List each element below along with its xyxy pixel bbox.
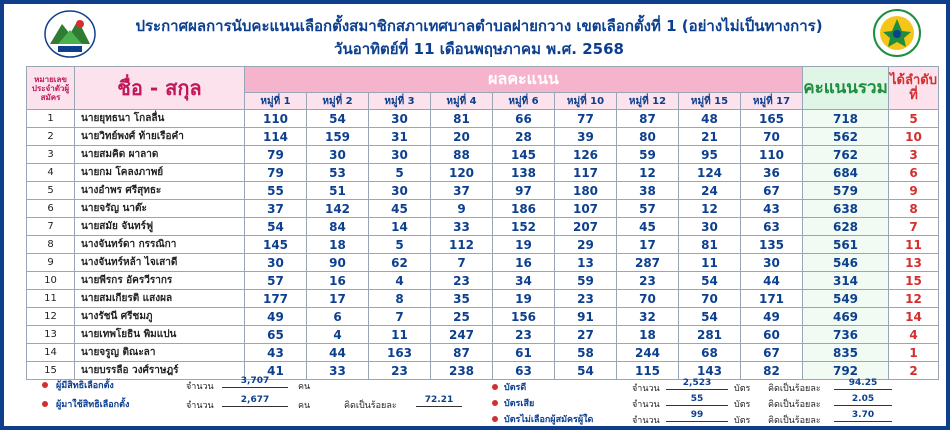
vote-cell: 95: [679, 146, 741, 164]
page-title: ประกาศผลการนับคะแนนเลือกตั้งสมาชิกสภาเทศบาลตำบลฝายกวาง เขตเลือกตั้งที่ 1 (อย่างไม่เป็นทางการ): [135, 17, 823, 35]
total-cell: 835: [803, 344, 889, 362]
voted-label: ผู้มาใช้สิทธิเลือกตั้ง: [56, 400, 130, 410]
table-row: [27, 182, 939, 200]
rank-cell: 3: [889, 146, 939, 164]
vote-cell: 13: [555, 254, 617, 272]
vote-cell: 12: [679, 200, 741, 218]
eligible-bullet-icon: [42, 382, 48, 388]
vote-cell: 247: [431, 326, 493, 344]
candidate-name: นายสมเกียรติ แสงผล: [75, 290, 245, 308]
good-percent-label: คิดเป็นร้อยละ: [768, 384, 821, 394]
vote-cell: 117: [555, 164, 617, 182]
vote-cell: 65: [245, 326, 307, 344]
vote-cell: 171: [741, 290, 803, 308]
voted-unit: คน: [298, 401, 311, 411]
eligible-label: ผู้มีสิทธิเลือกตั้ง: [56, 381, 114, 391]
rank-cell: 10: [889, 128, 939, 146]
vote-cell: 39: [555, 128, 617, 146]
vote-cell: 238: [431, 362, 493, 380]
vote-cell: 57: [245, 272, 307, 290]
vote-cell: 66: [493, 110, 555, 128]
good-amount-label: จำนวน: [632, 384, 660, 394]
novote-ballot-label: บัตรไม่เลือกผู้สมัครผู้ใด: [504, 415, 594, 425]
vote-cell: 81: [431, 110, 493, 128]
bad-ballot-label: บัตรเสีย: [504, 399, 535, 409]
bad-unit: บัตร: [734, 400, 751, 410]
vote-cell: 16: [307, 272, 369, 290]
total-cell: 762: [803, 146, 889, 164]
vote-cell: 63: [493, 362, 555, 380]
col-village-1: หมู่ที่ 1: [245, 93, 307, 110]
vote-cell: 180: [555, 182, 617, 200]
vote-cell: 70: [679, 290, 741, 308]
vote-cell: 142: [307, 200, 369, 218]
table-row: [27, 254, 939, 272]
vote-cell: 115: [617, 362, 679, 380]
total-cell: 684: [803, 164, 889, 182]
vote-cell: 7: [369, 308, 431, 326]
vote-cell: 84: [307, 218, 369, 236]
vote-cell: 54: [555, 362, 617, 380]
candidate-name: นายยุทธนา โกลลื่น: [75, 110, 245, 128]
vote-cell: 18: [617, 326, 679, 344]
good-ballot-value: 2,523: [666, 378, 728, 390]
vote-cell: 31: [369, 128, 431, 146]
rank-cell: 6: [889, 164, 939, 182]
vote-cell: 120: [431, 164, 493, 182]
vote-cell: 77: [555, 110, 617, 128]
vote-cell: 44: [741, 272, 803, 290]
table-row: [27, 218, 939, 236]
novote-percent: 3.70: [834, 410, 892, 422]
vote-cell: 70: [741, 128, 803, 146]
total-cell: 314: [803, 272, 889, 290]
total-cell: 718: [803, 110, 889, 128]
vote-cell: 21: [679, 128, 741, 146]
vote-cell: 59: [617, 146, 679, 164]
voted-bullet-icon: [42, 401, 48, 407]
rank-cell: 2: [889, 362, 939, 380]
voted-amount-label: จำนวน: [186, 401, 214, 411]
vote-cell: 60: [741, 326, 803, 344]
vote-cell: 88: [431, 146, 493, 164]
vote-cell: 30: [369, 146, 431, 164]
col-village-2: หมู่ที่ 2: [307, 93, 369, 110]
vote-cell: 59: [555, 272, 617, 290]
vote-cell: 135: [741, 236, 803, 254]
vote-cell: 11: [679, 254, 741, 272]
results-table: [26, 66, 939, 380]
vote-cell: 30: [741, 254, 803, 272]
vote-cell: 156: [493, 308, 555, 326]
candidate-number: 9: [27, 254, 75, 272]
candidate-number: 2: [27, 128, 75, 146]
candidate-name: นายสมคิด ผาลาด: [75, 146, 245, 164]
vote-cell: 25: [431, 308, 493, 326]
voted-percent: 72.21: [416, 395, 462, 407]
bad-ballot-bullet-icon: [492, 400, 498, 406]
vote-cell: 287: [617, 254, 679, 272]
vote-cell: 163: [369, 344, 431, 362]
vote-cell: 80: [617, 128, 679, 146]
good-unit: บัตร: [734, 384, 751, 394]
candidate-number: 1: [27, 110, 75, 128]
total-cell: 579: [803, 182, 889, 200]
vote-cell: 97: [493, 182, 555, 200]
vote-cell: 38: [617, 182, 679, 200]
vote-cell: 79: [245, 164, 307, 182]
vote-cell: 138: [493, 164, 555, 182]
rank-cell: 15: [889, 272, 939, 290]
rank-cell: 7: [889, 218, 939, 236]
vote-cell: 114: [245, 128, 307, 146]
candidate-name: นางอำพร ศรีสุทธะ: [75, 182, 245, 200]
vote-cell: 62: [369, 254, 431, 272]
vote-cell: 81: [679, 236, 741, 254]
total-cell: 638: [803, 200, 889, 218]
vote-cell: 145: [245, 236, 307, 254]
col-name: ชื่อ - สกุล: [75, 67, 245, 110]
total-cell: 561: [803, 236, 889, 254]
bad-percent-label: คิดเป็นร้อยละ: [768, 400, 821, 410]
candidate-number: 6: [27, 200, 75, 218]
rank-cell: 4: [889, 326, 939, 344]
col-score-group: ผลคะแนน: [245, 67, 803, 93]
vote-cell: 4: [369, 272, 431, 290]
vote-cell: 281: [679, 326, 741, 344]
vote-cell: 7: [431, 254, 493, 272]
col-village-6: หมู่ที่ 10: [555, 93, 617, 110]
vote-cell: 63: [741, 218, 803, 236]
vote-cell: 110: [245, 110, 307, 128]
total-cell: 792: [803, 362, 889, 380]
total-cell: 546: [803, 254, 889, 272]
vote-cell: 54: [307, 110, 369, 128]
vote-cell: 12: [617, 164, 679, 182]
vote-cell: 110: [741, 146, 803, 164]
rank-cell: 13: [889, 254, 939, 272]
vote-cell: 126: [555, 146, 617, 164]
candidate-name: นางรัชนี ศรีชมภู: [75, 308, 245, 326]
candidate-number: 14: [27, 344, 75, 362]
vote-cell: 45: [617, 218, 679, 236]
candidate-number: 3: [27, 146, 75, 164]
col-rank: ได้ลำดับที่: [889, 67, 939, 110]
vote-cell: 11: [369, 326, 431, 344]
total-cell: 628: [803, 218, 889, 236]
vote-cell: 17: [617, 236, 679, 254]
vote-cell: 87: [617, 110, 679, 128]
vote-cell: 5: [369, 164, 431, 182]
table-row: [27, 128, 939, 146]
vote-cell: 70: [617, 290, 679, 308]
candidate-name: นายกม โคลงภาพย์: [75, 164, 245, 182]
vote-cell: 90: [307, 254, 369, 272]
voted-percent-label: คิดเป็นร้อยละ: [344, 401, 397, 411]
vote-cell: 8: [369, 290, 431, 308]
vote-cell: 27: [555, 326, 617, 344]
vote-cell: 19: [493, 290, 555, 308]
col-village-7: หมู่ที่ 12: [617, 93, 679, 110]
vote-cell: 16: [493, 254, 555, 272]
vote-cell: 23: [431, 272, 493, 290]
vote-cell: 9: [431, 200, 493, 218]
vote-cell: 58: [555, 344, 617, 362]
vote-cell: 82: [741, 362, 803, 380]
total-cell: 736: [803, 326, 889, 344]
vote-cell: 67: [741, 182, 803, 200]
eligible-unit: คน: [298, 382, 311, 392]
candidate-name: นายเทพโยธิน พิมแปน: [75, 326, 245, 344]
rank-cell: 1: [889, 344, 939, 362]
vote-cell: 207: [555, 218, 617, 236]
vote-cell: 143: [679, 362, 741, 380]
candidate-name: นายพีรกร อัครวีรากร: [75, 272, 245, 290]
vote-cell: 30: [245, 254, 307, 272]
rank-cell: 14: [889, 308, 939, 326]
candidate-number: 5: [27, 182, 75, 200]
vote-cell: 67: [741, 344, 803, 362]
vote-cell: 29: [555, 236, 617, 254]
col-village-4: หมู่ที่ 4: [431, 93, 493, 110]
table-row: [27, 110, 939, 128]
candidate-number: 13: [27, 326, 75, 344]
vote-cell: 44: [307, 344, 369, 362]
vote-cell: 35: [431, 290, 493, 308]
vote-cell: 5: [369, 236, 431, 254]
novote-ballot-bullet-icon: [492, 416, 498, 422]
rank-cell: 9: [889, 182, 939, 200]
vote-cell: 24: [679, 182, 741, 200]
vote-cell: 23: [617, 272, 679, 290]
vote-cell: 37: [245, 200, 307, 218]
col-candidate-number: หมายเลขประจำตัวผู้สมัคร: [27, 67, 75, 110]
vote-cell: 30: [369, 182, 431, 200]
vote-cell: 159: [307, 128, 369, 146]
vote-cell: 43: [741, 200, 803, 218]
vote-cell: 87: [431, 344, 493, 362]
rank-cell: 12: [889, 290, 939, 308]
candidate-number: 4: [27, 164, 75, 182]
vote-cell: 37: [431, 182, 493, 200]
candidate-number: 8: [27, 236, 75, 254]
page-subtitle: วันอาทิตย์ที่ 11 เดือนพฤษภาคม พ.ศ. 2568: [334, 40, 624, 58]
vote-cell: 54: [679, 308, 741, 326]
table-row: [27, 236, 939, 254]
table-row: [27, 272, 939, 290]
vote-cell: 68: [679, 344, 741, 362]
rank-cell: 5: [889, 110, 939, 128]
table-row: [27, 146, 939, 164]
vote-cell: 186: [493, 200, 555, 218]
vote-cell: 244: [617, 344, 679, 362]
vote-cell: 91: [555, 308, 617, 326]
candidate-number: 10: [27, 272, 75, 290]
eligible-amount-label: จำนวน: [186, 382, 214, 392]
vote-cell: 33: [431, 218, 493, 236]
col-village-3: หมู่ที่ 3: [369, 93, 431, 110]
voted-value: 2,677: [222, 395, 288, 407]
vote-cell: 33: [307, 362, 369, 380]
vote-cell: 55: [245, 182, 307, 200]
table-row: [27, 164, 939, 182]
vote-cell: 14: [369, 218, 431, 236]
vote-cell: 177: [245, 290, 307, 308]
vote-cell: 19: [493, 236, 555, 254]
total-cell: 469: [803, 308, 889, 326]
total-cell: 562: [803, 128, 889, 146]
vote-cell: 23: [369, 362, 431, 380]
vote-cell: 41: [245, 362, 307, 380]
novote-unit: บัตร: [734, 416, 751, 426]
candidate-number: 12: [27, 308, 75, 326]
vote-cell: 112: [431, 236, 493, 254]
col-village-8: หมู่ที่ 15: [679, 93, 741, 110]
table-row: [27, 344, 939, 362]
vote-cell: 54: [245, 218, 307, 236]
vote-cell: 53: [307, 164, 369, 182]
good-ballot-label: บัตรดี: [504, 383, 527, 393]
vote-cell: 79: [245, 146, 307, 164]
candidate-number: 15: [27, 362, 75, 380]
candidate-name: นายสมัย จันทร์ฟู: [75, 218, 245, 236]
candidate-number: 7: [27, 218, 75, 236]
vote-cell: 34: [493, 272, 555, 290]
novote-amount-label: จำนวน: [632, 416, 660, 426]
bad-ballot-value: 55: [666, 394, 728, 406]
vote-cell: 45: [369, 200, 431, 218]
vote-cell: 28: [493, 128, 555, 146]
novote-ballot-value: 99: [666, 410, 728, 422]
vote-cell: 30: [307, 146, 369, 164]
vote-cell: 165: [741, 110, 803, 128]
vote-cell: 23: [493, 326, 555, 344]
vote-cell: 54: [679, 272, 741, 290]
vote-cell: 124: [679, 164, 741, 182]
vote-cell: 30: [369, 110, 431, 128]
candidate-name: นายจรัญ นาต๊ะ: [75, 200, 245, 218]
vote-cell: 23: [555, 290, 617, 308]
summary-panel: [26, 376, 932, 426]
bad-percent: 2.05: [834, 394, 892, 406]
total-cell: 549: [803, 290, 889, 308]
table-row: [27, 290, 939, 308]
vote-cell: 18: [307, 236, 369, 254]
col-village-5: หมู่ที่ 6: [493, 93, 555, 110]
novote-percent-label: คิดเป็นร้อยละ: [768, 416, 821, 426]
vote-cell: 43: [245, 344, 307, 362]
table-row: [27, 326, 939, 344]
vote-cell: 30: [679, 218, 741, 236]
vote-cell: 48: [679, 110, 741, 128]
vote-cell: 152: [493, 218, 555, 236]
vote-cell: 4: [307, 326, 369, 344]
vote-cell: 6: [307, 308, 369, 326]
rank-cell: 11: [889, 236, 939, 254]
vote-cell: 32: [617, 308, 679, 326]
col-village-9: หมู่ที่ 17: [741, 93, 803, 110]
col-total: คะแนนรวม: [803, 67, 889, 110]
vote-cell: 107: [555, 200, 617, 218]
vote-cell: 49: [741, 308, 803, 326]
vote-cell: 20: [431, 128, 493, 146]
vote-cell: 51: [307, 182, 369, 200]
good-ballot-bullet-icon: [492, 384, 498, 390]
table-row: [27, 200, 939, 218]
candidate-name: นางจันทร์หล้า ไจเสาดี: [75, 254, 245, 272]
good-percent: 94.25: [834, 378, 892, 390]
rank-cell: 8: [889, 200, 939, 218]
candidate-name: นางจันทร์ดา กรรณิกา: [75, 236, 245, 254]
candidate-number: 11: [27, 290, 75, 308]
vote-cell: 36: [741, 164, 803, 182]
vote-cell: 145: [493, 146, 555, 164]
candidate-name: นายจรูญ ติณะลา: [75, 344, 245, 362]
vote-cell: 49: [245, 308, 307, 326]
candidate-name: นายบรรลือ วงศ์ราษฎร์: [75, 362, 245, 380]
eligible-value: 3,707: [222, 376, 288, 388]
vote-cell: 57: [617, 200, 679, 218]
table-row: [27, 308, 939, 326]
vote-cell: 61: [493, 344, 555, 362]
vote-cell: 17: [307, 290, 369, 308]
bad-amount-label: จำนวน: [632, 400, 660, 410]
candidate-name: นายวิทย์พงศ์ ท้ายเรือคำ: [75, 128, 245, 146]
